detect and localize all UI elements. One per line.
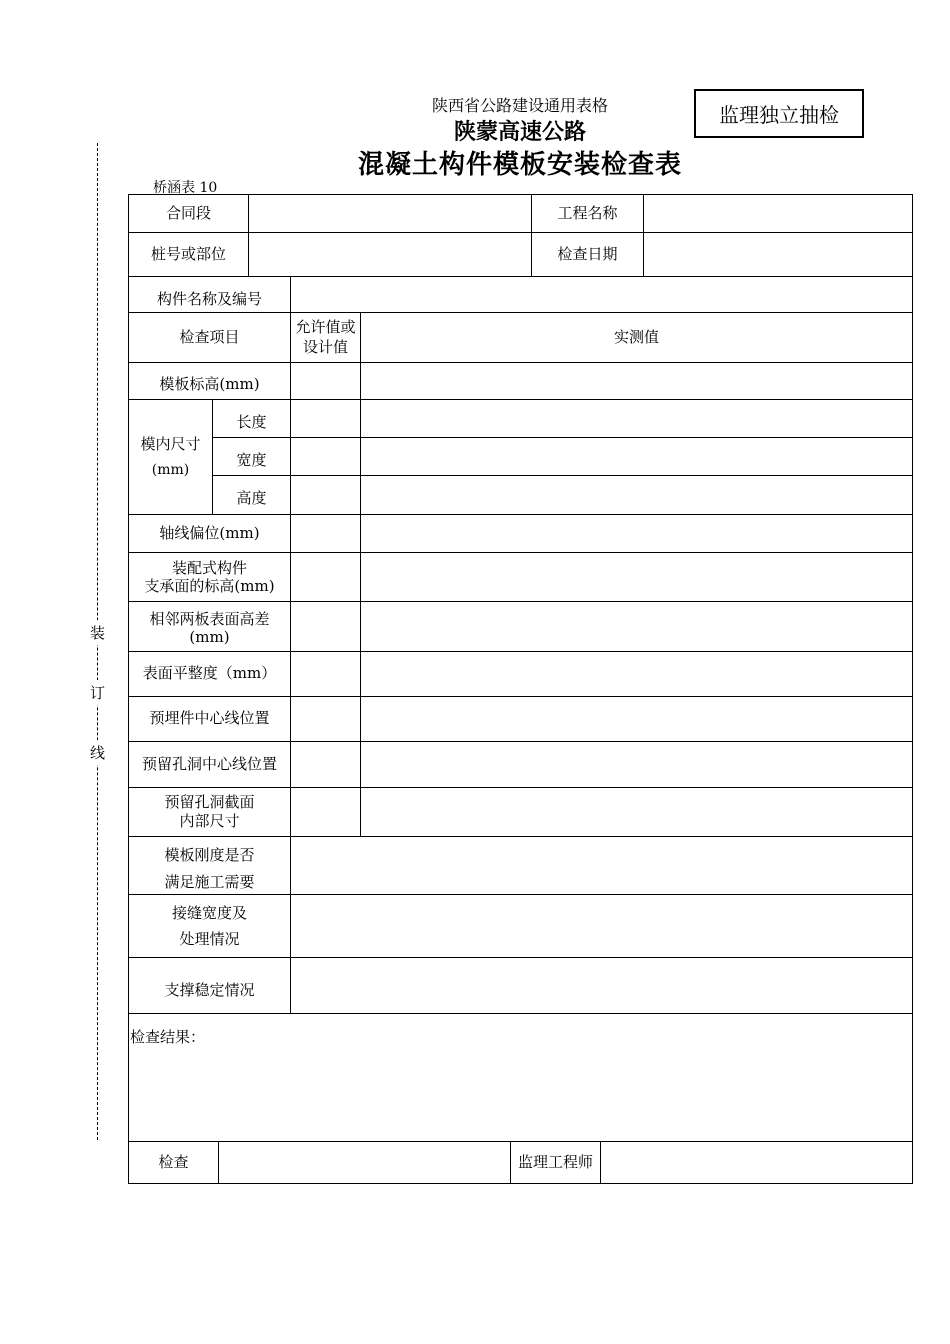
item-inner-size-line2: (mm) xyxy=(151,461,190,478)
item-height: 高度 xyxy=(212,475,291,515)
measured-hole-section[interactable] xyxy=(360,787,913,837)
measured-embedded-center[interactable] xyxy=(360,696,913,742)
item-hole-section-line2: 内部尺寸 xyxy=(179,812,240,830)
check-result-label: 检查结果： xyxy=(130,1028,206,1046)
allowed-assembled-support[interactable] xyxy=(290,552,361,602)
project-name-value[interactable] xyxy=(643,194,913,233)
item-width: 宽度 xyxy=(212,437,291,476)
value-support[interactable] xyxy=(290,957,913,1014)
item-joint-line2: 处理情况 xyxy=(179,930,240,948)
col-header-allowed-line2: 设计值 xyxy=(302,337,348,356)
allowed-adjacent-difference[interactable] xyxy=(290,601,361,652)
item-adjacent-line2: (mm) xyxy=(189,628,230,646)
item-hole-section-line1: 预留孔洞截面 xyxy=(164,793,255,812)
value-stiffness[interactable] xyxy=(290,836,913,895)
item-joint xyxy=(128,894,291,958)
allowed-axis-offset[interactable] xyxy=(290,514,361,553)
item-assembled-line1: 装配式构件 xyxy=(171,559,247,577)
road-name: 陕蒙高速公路 xyxy=(453,120,586,145)
allowed-hole-section[interactable] xyxy=(290,787,361,837)
item-support: 支撑稳定情况 xyxy=(128,957,291,1014)
inspector-signature[interactable] xyxy=(218,1141,511,1184)
binding-char-1: 装 xyxy=(90,620,105,645)
measured-adjacent-difference[interactable] xyxy=(360,601,913,652)
item-embedded-center: 预埋件中心线位置 xyxy=(128,696,291,742)
measured-length[interactable] xyxy=(360,399,913,438)
allowed-formwork-elevation[interactable] xyxy=(290,362,361,400)
page-title: 混凝土构件模板安装检查表 xyxy=(357,150,682,180)
general-form-label: 陕西省公路建设通用表格 xyxy=(431,96,608,115)
measured-flatness[interactable] xyxy=(360,651,913,697)
item-hole-center: 预留孔洞中心线位置 xyxy=(128,741,291,788)
binding-char-2: 订 xyxy=(90,680,105,705)
stamp-box xyxy=(694,89,864,138)
item-assembled-line2: 支承面的标高(mm) xyxy=(144,577,275,595)
measured-height[interactable] xyxy=(360,475,913,515)
allowed-flatness[interactable] xyxy=(290,651,361,697)
allowed-embedded-center[interactable] xyxy=(290,696,361,742)
item-formwork-elevation: 模板标高(mm) xyxy=(128,362,291,400)
item-stiffness-line2: 满足施工需要 xyxy=(164,872,255,891)
col-header-item: 检查项目 xyxy=(128,312,291,363)
measured-formwork-elevation[interactable] xyxy=(360,362,913,400)
measured-hole-center[interactable] xyxy=(360,741,913,788)
allowed-length[interactable] xyxy=(290,399,361,438)
item-hole-section xyxy=(128,787,291,837)
item-inner-size xyxy=(128,399,213,515)
check-date-value[interactable] xyxy=(643,232,913,277)
item-stiffness-line1: 模板刚度是否 xyxy=(164,846,255,865)
value-joint[interactable] xyxy=(290,894,913,958)
contract-section-label: 合同段 xyxy=(128,194,249,233)
project-name-label: 工程名称 xyxy=(531,194,644,233)
measured-assembled-support[interactable] xyxy=(360,552,913,602)
form-number: 桥涵表 10 xyxy=(153,180,218,196)
allowed-hole-center[interactable] xyxy=(290,741,361,788)
station-value[interactable] xyxy=(248,232,532,277)
measured-width[interactable] xyxy=(360,437,913,476)
item-flatness: 表面平整度（mm） xyxy=(128,651,291,697)
stamp-label: 监理独立抽检 xyxy=(719,103,839,127)
item-adjacent-line1: 相邻两板表面高差 xyxy=(149,610,270,628)
check-result-area[interactable] xyxy=(128,1013,913,1142)
supervisor-label: 监理工程师 xyxy=(510,1141,601,1184)
station-label: 桩号或部位 xyxy=(128,232,249,277)
col-header-allowed xyxy=(290,312,361,363)
col-header-allowed-line1: 允许值或 xyxy=(295,318,356,336)
item-stiffness xyxy=(128,836,291,895)
item-adjacent-difference xyxy=(128,601,291,652)
item-inner-size-line1: 模内尺寸 xyxy=(140,435,201,454)
item-length: 长度 xyxy=(212,399,291,438)
inspector-label: 检查 xyxy=(128,1141,219,1184)
col-header-measured: 实测值 xyxy=(360,312,913,363)
binding-char-3: 线 xyxy=(90,740,105,765)
contract-section-value[interactable] xyxy=(248,194,532,233)
check-date-label: 检查日期 xyxy=(531,232,644,277)
component-name-value[interactable] xyxy=(290,276,913,313)
allowed-width[interactable] xyxy=(290,437,361,476)
item-assembled-support xyxy=(128,552,291,602)
supervisor-signature[interactable] xyxy=(600,1141,913,1184)
measured-axis-offset[interactable] xyxy=(360,514,913,553)
item-joint-line1: 接缝宽度及 xyxy=(171,903,247,922)
item-axis-offset: 轴线偏位(mm) xyxy=(128,514,291,553)
allowed-height[interactable] xyxy=(290,475,361,515)
component-name-label: 构件名称及编号 xyxy=(128,276,291,313)
